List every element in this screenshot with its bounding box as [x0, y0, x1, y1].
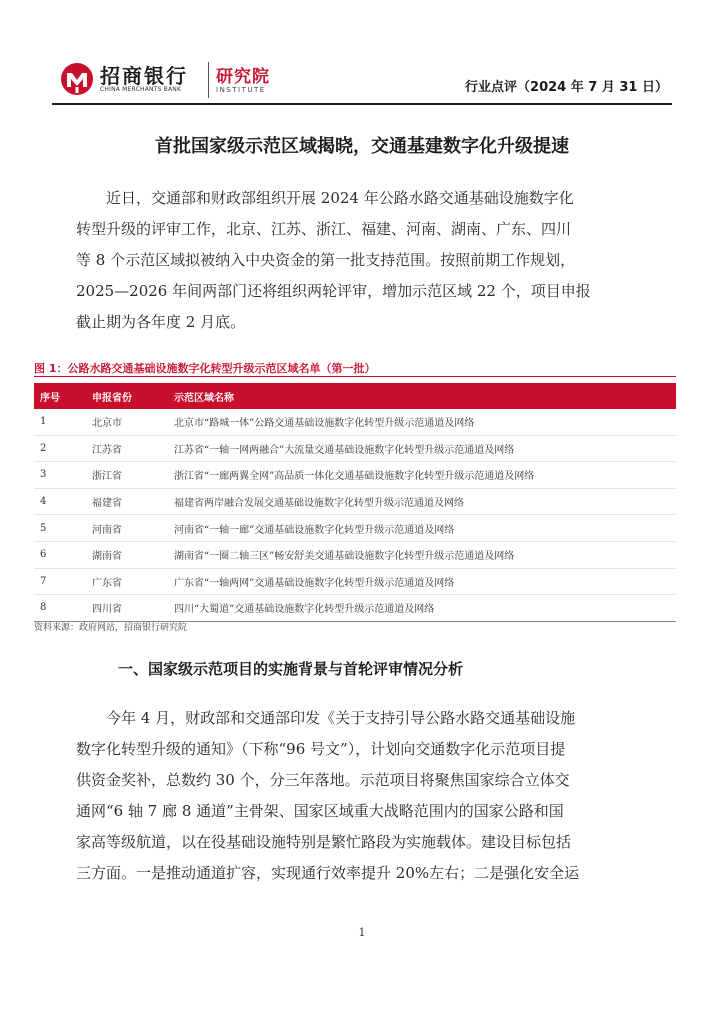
intro-line: 2025—2026 年间两部门还将组织两轮评审，增加示范区域 22 个，项目申报 — [76, 282, 591, 300]
header-rule — [52, 103, 672, 105]
section-line: 今年 4 月，财政部和交通部印发《关于支持引导公路水路交通基础设施 — [106, 709, 576, 727]
page-number: 1 — [358, 926, 366, 939]
table-header-row — [34, 383, 676, 409]
cell-region: 广东省“一轴两网”交通基础设施数字化转型升级示范通道及网络 — [168, 568, 676, 595]
institute-name: 研究院 — [216, 67, 270, 87]
cell-region: 湖南省“一圈二轴三区”畅安舒美交通基础设施数字化转型升级示范通道及网络 — [168, 541, 676, 568]
table-row — [34, 541, 676, 568]
page-title: 首批国家级示范区域揭晓，交通基建数字化升级提速 — [155, 136, 569, 157]
section-line: 数字化转型升级的通知》（下称“96 号文”），计划向交通数字化示范项目提 — [76, 740, 566, 758]
table-row — [34, 488, 676, 515]
cell-region: 福建省两岸融合发展交通基础设施数字化转型升级示范通道及网络 — [168, 488, 676, 515]
cell-province: 福建省 — [86, 488, 168, 515]
cell-province: 河南省 — [86, 515, 168, 542]
column-header-no: 序号 — [34, 383, 86, 409]
section-line: 供资金奖补，总数约 30 个，分三年落地。示范项目将聚焦国家综合立体交 — [76, 771, 570, 789]
section-heading: 一、国家级示范项目的实施背景与首轮评审情况分析 — [118, 660, 464, 678]
cell-no: 3 — [34, 462, 86, 489]
intro-line: 截止期为各年度 2 月底。 — [76, 313, 246, 331]
cell-province: 江苏省 — [86, 435, 168, 462]
cell-region: 北京市“路城一体”公路交通基础设施数字化转型升级示范通道及网络 — [168, 409, 676, 435]
cmb-logo-icon — [60, 62, 94, 96]
bank-name: 招商银行 — [100, 64, 188, 88]
section-line: 家高等级航道，以在役基础设施特别是繁忙路段为实施载体。建设目标包括 — [76, 833, 572, 851]
table-row — [34, 595, 676, 622]
cell-no: 5 — [34, 515, 86, 542]
table-row — [34, 515, 676, 542]
bank-name-en: CHINA MERCHANTS BANK — [100, 86, 182, 93]
cell-region: 江苏省“一轴一网两融合”大流量交通基础设施数字化转型升级示范通道及网络 — [168, 435, 676, 462]
table-row — [34, 409, 676, 435]
table-row — [34, 462, 676, 489]
column-header-province: 申报省份 — [86, 383, 168, 409]
figure-source: 资料来源：政府网站，招商银行研究院 — [34, 623, 188, 633]
section-line: 三方面。一是推动通道扩容，实现通行效率提升 20%左右；二是强化安全运 — [76, 864, 580, 882]
cell-no: 6 — [34, 541, 86, 568]
logo-divider — [208, 62, 209, 98]
cell-province: 浙江省 — [86, 462, 168, 489]
cell-region: 四川“大蜀道”交通基础设施数字化转型升级示范通道及网络 — [168, 595, 676, 622]
cell-no: 7 — [34, 568, 86, 595]
table-row — [34, 568, 676, 595]
cell-province: 北京市 — [86, 409, 168, 435]
institute-name-en: INSTITUTE — [216, 86, 266, 94]
intro-line: 转型升级的评审工作，北京、江苏、浙江、福建、河南、湖南、广东、四川 — [76, 220, 572, 238]
figure-rule — [34, 376, 676, 377]
demo-region-table — [34, 383, 676, 622]
cell-no: 2 — [34, 435, 86, 462]
page-header — [56, 58, 668, 102]
cell-no: 4 — [34, 488, 86, 515]
intro-line: 近日，交通部和财政部组织开展 2024 年公路水路交通基础设施数字化 — [106, 189, 574, 207]
section-line: 通网“6 轴 7 廊 8 通道”主骨架、国家区域重大战略范围内的国家公路和国 — [76, 802, 564, 820]
cell-no: 1 — [34, 409, 86, 435]
cell-region: 河南省“一轴一廊”交通基础设施数字化转型升级示范通道及网络 — [168, 515, 676, 542]
table-row — [34, 435, 676, 462]
cell-province: 湖南省 — [86, 541, 168, 568]
intro-line: 等 8 个示范区域拟被纳入中央资金的第一批支持范围。按照前期工作规划， — [76, 251, 576, 269]
cell-province: 广东省 — [86, 568, 168, 595]
intro-paragraph — [76, 183, 660, 338]
section-paragraph — [76, 703, 660, 889]
cell-province: 四川省 — [86, 595, 168, 622]
cell-no: 8 — [34, 595, 86, 622]
report-type: 行业点评（2024 年 7 月 31 日） — [465, 80, 668, 95]
figure-title: 图 1：公路水路交通基础设施数字化转型升级示范区域名单（第一批） — [34, 362, 376, 375]
cell-region: 浙江省“一廊两翼全网”高品质一体化交通基础设施数字化转型升级示范通道及网络 — [168, 462, 676, 489]
column-header-region: 示范区域名称 — [168, 383, 676, 409]
